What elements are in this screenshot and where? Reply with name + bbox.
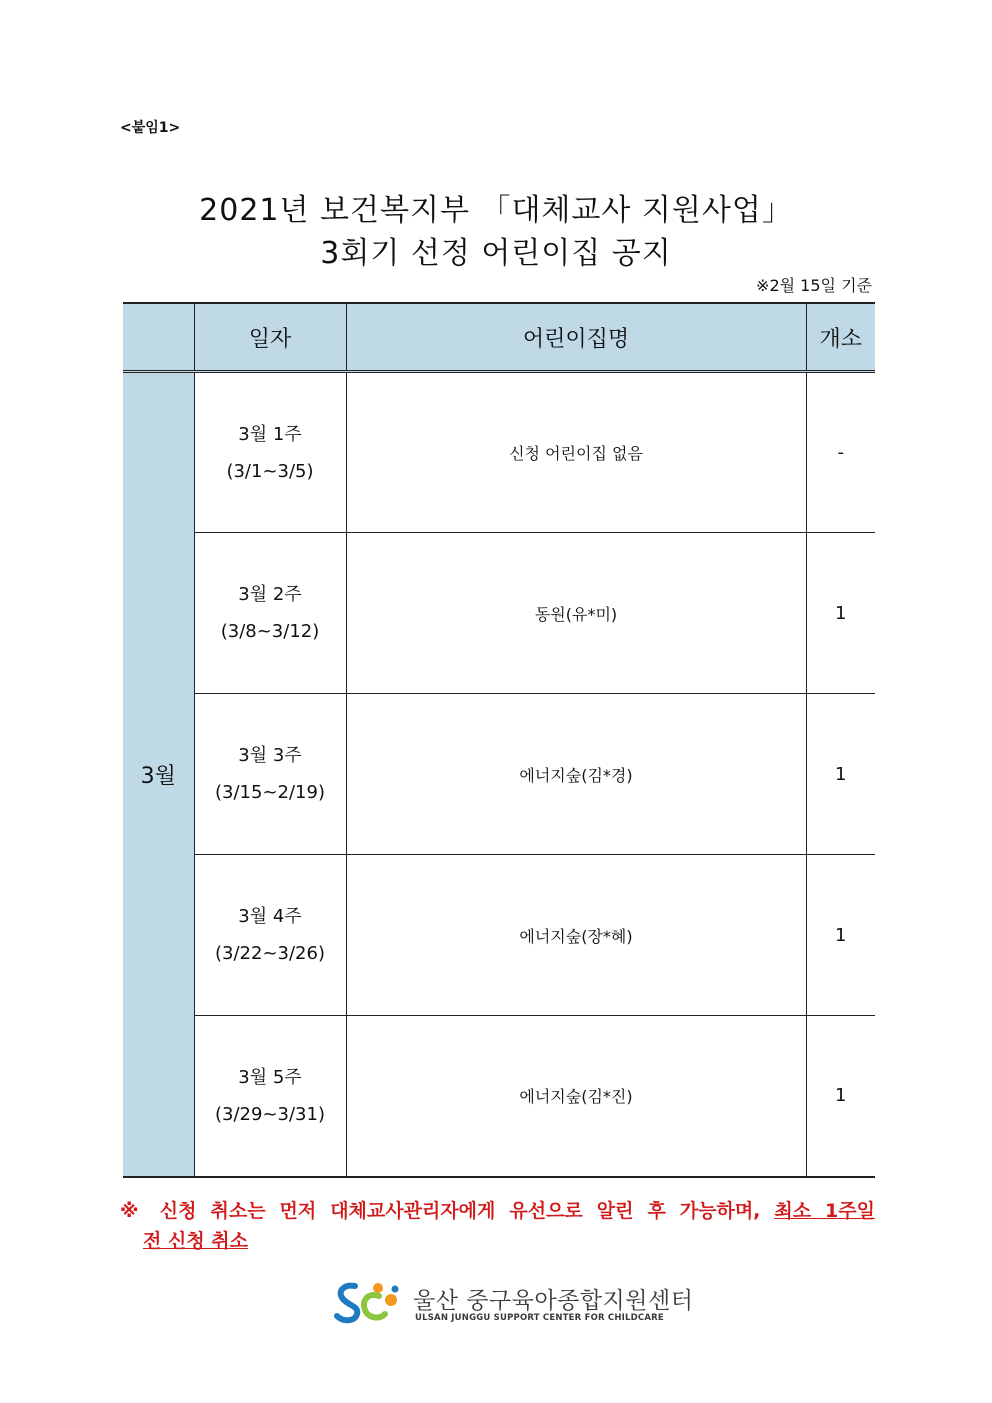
count-header: 개소 <box>806 303 875 372</box>
month-header-cell <box>123 303 194 372</box>
table-row <box>123 1016 875 1177</box>
count-cell: 1 <box>806 1016 875 1177</box>
week-cell <box>194 694 346 855</box>
week-cell <box>194 1016 346 1177</box>
attachment-label: <붙임1> <box>120 120 181 136</box>
center-logo <box>333 1280 694 1326</box>
selection-table <box>123 302 875 1178</box>
week-range: (3/8~3/12) <box>220 621 320 642</box>
week-range: (3/15~2/19) <box>215 782 325 803</box>
daycare-name-cell: 에너지숲(김*경) <box>346 694 806 855</box>
week-range: (3/22~3/26) <box>215 943 325 964</box>
center-name-english: ULSAN JUNGGU SUPPORT CENTER FOR CHILDCARE <box>415 1313 664 1323</box>
count-cell: 1 <box>806 694 875 855</box>
week-label: 3월 3주 <box>238 745 302 766</box>
name-header: 어린이집명 <box>346 303 806 372</box>
week-range: (3/1~3/5) <box>226 460 314 482</box>
center-logo-icon <box>333 1280 405 1326</box>
table-row <box>123 694 875 855</box>
week-range: (3/29~3/31) <box>215 1103 325 1125</box>
daycare-name-cell: 신청 어린이집 없음 <box>346 372 806 533</box>
week-label: 3월 2주 <box>238 584 302 605</box>
table-header-row <box>123 303 875 372</box>
week-cell <box>194 855 346 1016</box>
count-cell: 1 <box>806 533 875 694</box>
page-title-line2: 3회기 선정 어린이집 공지 <box>320 236 672 271</box>
week-cell <box>194 372 346 533</box>
week-label: 3월 5주 <box>238 1066 302 1088</box>
basis-date-note: ※2월 15일 기준 <box>756 276 872 295</box>
center-name-korean: 울산 중구육아종합지원센터 <box>413 1288 694 1314</box>
page-title-line1: 2021년 보건복지부 「대체교사 지원사업」 <box>199 193 793 228</box>
daycare-name-cell: 에너지숲(김*진) <box>346 1016 806 1177</box>
cancellation-note-deadline: 최소 1주일 <box>774 1200 875 1222</box>
table-row <box>123 855 875 1016</box>
month-cell: 3월 <box>123 372 194 1177</box>
cancellation-note <box>120 1196 875 1226</box>
cancellation-note-line2: 전 신청 취소 <box>143 1230 248 1252</box>
daycare-name-cell: 동원(유*미) <box>346 533 806 694</box>
table-row <box>123 372 875 533</box>
date-header: 일자 <box>194 303 346 372</box>
week-label: 3월 4주 <box>238 906 302 927</box>
daycare-name-cell: 에너지숲(장*혜) <box>346 855 806 1016</box>
week-label: 3월 1주 <box>238 423 302 445</box>
cancellation-note-text: ※ 신청 취소는 먼저 대체교사관리자에게 유선으로 알린 후 가능하며, <box>120 1200 775 1222</box>
table-row <box>123 533 875 694</box>
count-cell: 1 <box>806 855 875 1016</box>
week-cell <box>194 533 346 694</box>
count-cell: - <box>806 372 875 533</box>
